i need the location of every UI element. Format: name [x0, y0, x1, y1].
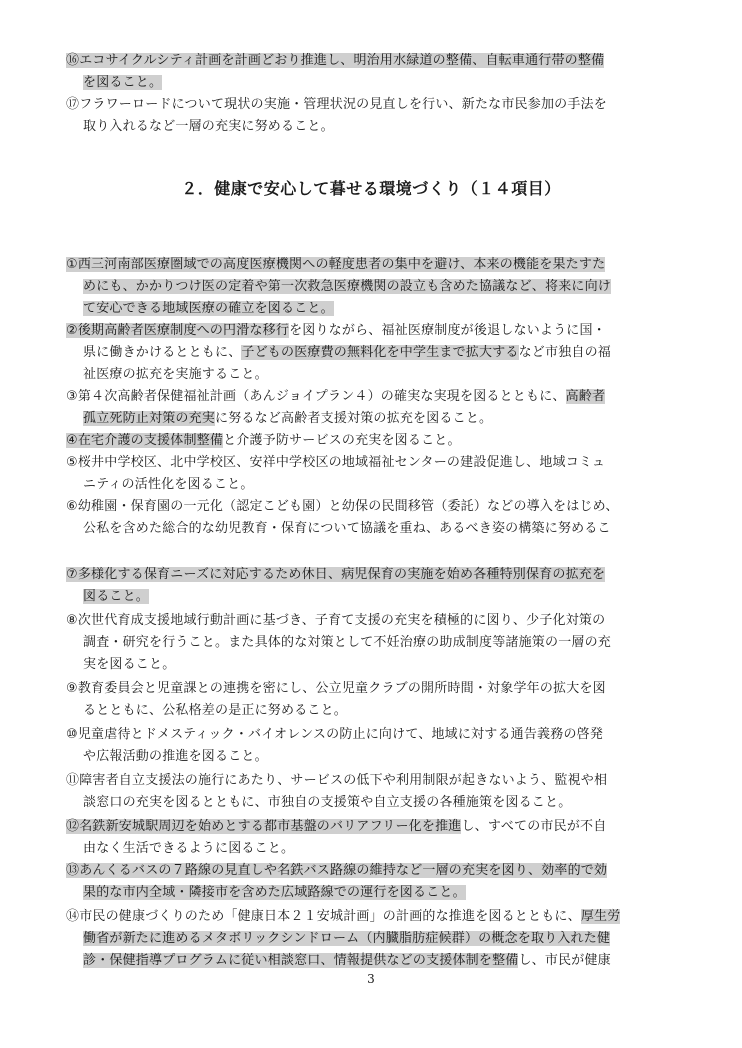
item-13: ⑬あんくるバスの７路線の見直しや名鉄バス路線の維持など一層の充実を図り、効率的で効 果的な市内全域・隣接市を含めた広域路線での運行を図ること。 [66, 863, 608, 900]
item-2: ②後期高齢者医療制度への円滑な移行を図りながら、福祉医療制度が後退しないように国・ 県に働きかけるとともに、子どもの医療費の無料化を中学生まで拡大するなど市独自の福 祉医療の拡充を実施すること。 [66, 323, 612, 382]
item-12: ⑫名鉄新安城駅周辺を始めとする都市基盤のバリアフリー化を推進し、すべての市民が不自 由なく生活できるように図ること。 [66, 819, 607, 856]
item-8: ⑧次世代育成支援地域行動計画に基づき、子育て支援の充実を積極的に図り、少子化対策の 調査・研究を行うこと。また具体的な対策として不妊治療の助成制度等諸施策の一層の充 実を図ること。 [66, 613, 612, 672]
item-1: ①西三河南部医療圏域での高度医療機関への軽度患者の集中を避け、本来の機能を果たすた めにも、かかりつけ医の定着や第一次救急医療機関の設立も含めた協議など、将来に向け て安心できる地域医療の確立を図ること。 [66, 257, 612, 316]
item-3: ③第４次高齢者保健福祉計画（あんジョイプラン４）の確実な実現を図るとともに、高齢者 孤立死防止対策の充実に努るなど高齢者支援対策の拡充を図ること。 [66, 389, 606, 426]
item-5: ⑤桜井中学校区、北中学校区、安祥中学校区の地域福祉センターの建設促進し、地域コミュ ニティの活性化を図ること。 [66, 455, 606, 492]
item-6: ⑥幼稚園・保育園の一元化（認定こども園）と幼保の民間移管（委託）などの導入をはじめ、 公私を含めた総合的な幼児教育・保育について協議を重ね、あるべき姿の構築に努めるこ [66, 499, 619, 536]
item-14: ⑭市民の健康づくりのため「健康日本２１安城計画」の計画的な推進を図るとともに、厚生労 働省が新たに進めるメタボリックシンドローム（内臓脂肪症候群）の概念を取り入れた健 診・保健指導プログラムに従い相談窓口、情報提供などの支援体制を整備し、市民が健康 [66, 909, 621, 968]
item-4: ④在宅介護の支援体制整備と介護予防サービスの充実を図ること。 [66, 433, 461, 448]
item-11: ⑪障害者自立支援法の施行にあたり、サービスの低下や利用制限が起きないよう、監視や相 談窓口の充実を図るとともに、市独自の支援策や自立支援の各種施策を図ること。 [66, 773, 608, 810]
item-9: ⑨教育委員会と児童課との連携を密にし、公立児童クラブの開所時間・対象学年の拡大を図 るとともに、公私格差の是正に努めること。 [66, 681, 606, 718]
item-7: ⑦多様化する保育ニーズに対応するため休日、病児保育の実施を始め各種特別保育の拡充を 図ること。 [66, 567, 606, 604]
section-heading: ２．健康で安心して暮せる環境づくり（１４項目） [181, 179, 561, 198]
item-17: ⑰フラワーロードについて現状の実施・管理状況の見直しを行い、新たな市民参加の手法を 取り入れるなど一層の充実に努めること。 [66, 97, 607, 134]
item-10: ⑩児童虐待とドメスティック・バイオレンスの防止に向けて、地域に対する通告義務の啓発 や広報活動の推進を図ること。 [66, 727, 604, 764]
item-16: ⑯エコサイクルシティ計画を計画どおり推進し、明治用水緑道の整備、自転車通行帯の整備 を図ること。 [66, 53, 605, 90]
page-number: 3 [367, 972, 375, 986]
